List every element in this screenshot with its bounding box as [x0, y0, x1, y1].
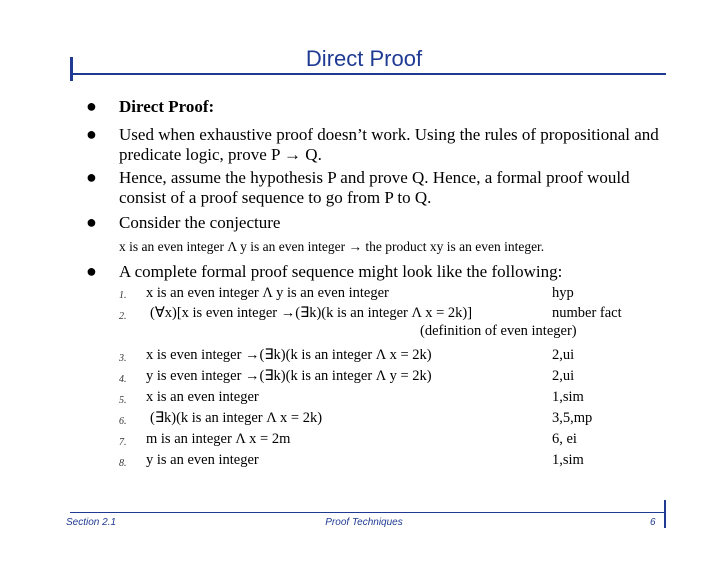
step-justification: number fact [552, 305, 622, 321]
step-justification: 1,sim [552, 389, 584, 405]
step-number: 8. [119, 458, 127, 469]
bullet-direct-proof: Direct Proof: [119, 97, 215, 116]
step-justification: 2,ui [552, 368, 575, 384]
step-statement: (∀x)[x is even integer →(∃k)(k is an integer Λ x = 2k)] [150, 305, 473, 321]
bullet-proof-sequence: A complete formal proof sequence might look like the following: [119, 262, 563, 281]
step-statement: (∃k)(k is an integer Λ x = 2k) [150, 410, 323, 426]
bullet-dot-icon: ● [86, 167, 97, 187]
step-number: 6. [119, 416, 127, 427]
title-rule-tick [70, 57, 73, 81]
footer-topic: Proof Techniques [325, 517, 403, 528]
step-statement: x is an even integer Λ y is an even integer [146, 285, 389, 301]
step-number: 5. [119, 395, 127, 406]
bullet-dot-icon: ● [86, 261, 97, 281]
step-statement: x is an even integer [146, 389, 259, 405]
bullet-dot-icon: ● [86, 96, 97, 116]
bullet-dot-icon: ● [86, 124, 97, 144]
step-justification: 1,sim [552, 452, 584, 468]
step-statement: x is even integer →(∃k)(k is an integer Λ x = 2k) [146, 347, 432, 363]
step-number: 7. [119, 437, 127, 448]
title-rule [70, 73, 666, 75]
step-2-note: (definition of even integer) [420, 323, 577, 339]
bullet-conjecture: Consider the conjecture [119, 213, 281, 232]
step-statement: y is even integer →(∃k)(k is an integer Λ y = 2k) [146, 368, 432, 384]
step-number: 1. [119, 290, 127, 301]
step-number: 3. [119, 353, 127, 364]
bullet-hypothesis: Hence, assume the hypothesis P and prove Q. Hence, a formal proof would consist of a proof sequence to go from P to Q. [119, 168, 630, 207]
step-justification: 6, ei [552, 431, 577, 447]
footer-section: Section 2.1 [66, 517, 117, 528]
step-number: 2. [119, 311, 127, 322]
footer-rule [70, 512, 666, 513]
slide-title: Direct Proof [305, 46, 423, 71]
step-number: 4. [119, 374, 127, 385]
step-statement: y is an even integer [146, 452, 259, 468]
step-justification: 2,ui [552, 347, 575, 363]
footer-page-number: 6 [650, 517, 656, 528]
bullet-exhaustive: Used when exhaustive proof doesn’t work. Using the rules of propositional and predicate logic, prove P → Q. [119, 125, 659, 164]
conjecture-statement: x is an even integer Λ y is an even integer → the product xy is an even integer. [119, 239, 545, 254]
step-statement: m is an integer Λ x = 2m [146, 431, 291, 447]
bullet-dot-icon: ● [86, 212, 97, 232]
step-justification: hyp [552, 285, 574, 301]
step-justification: 3,5,mp [552, 410, 593, 426]
